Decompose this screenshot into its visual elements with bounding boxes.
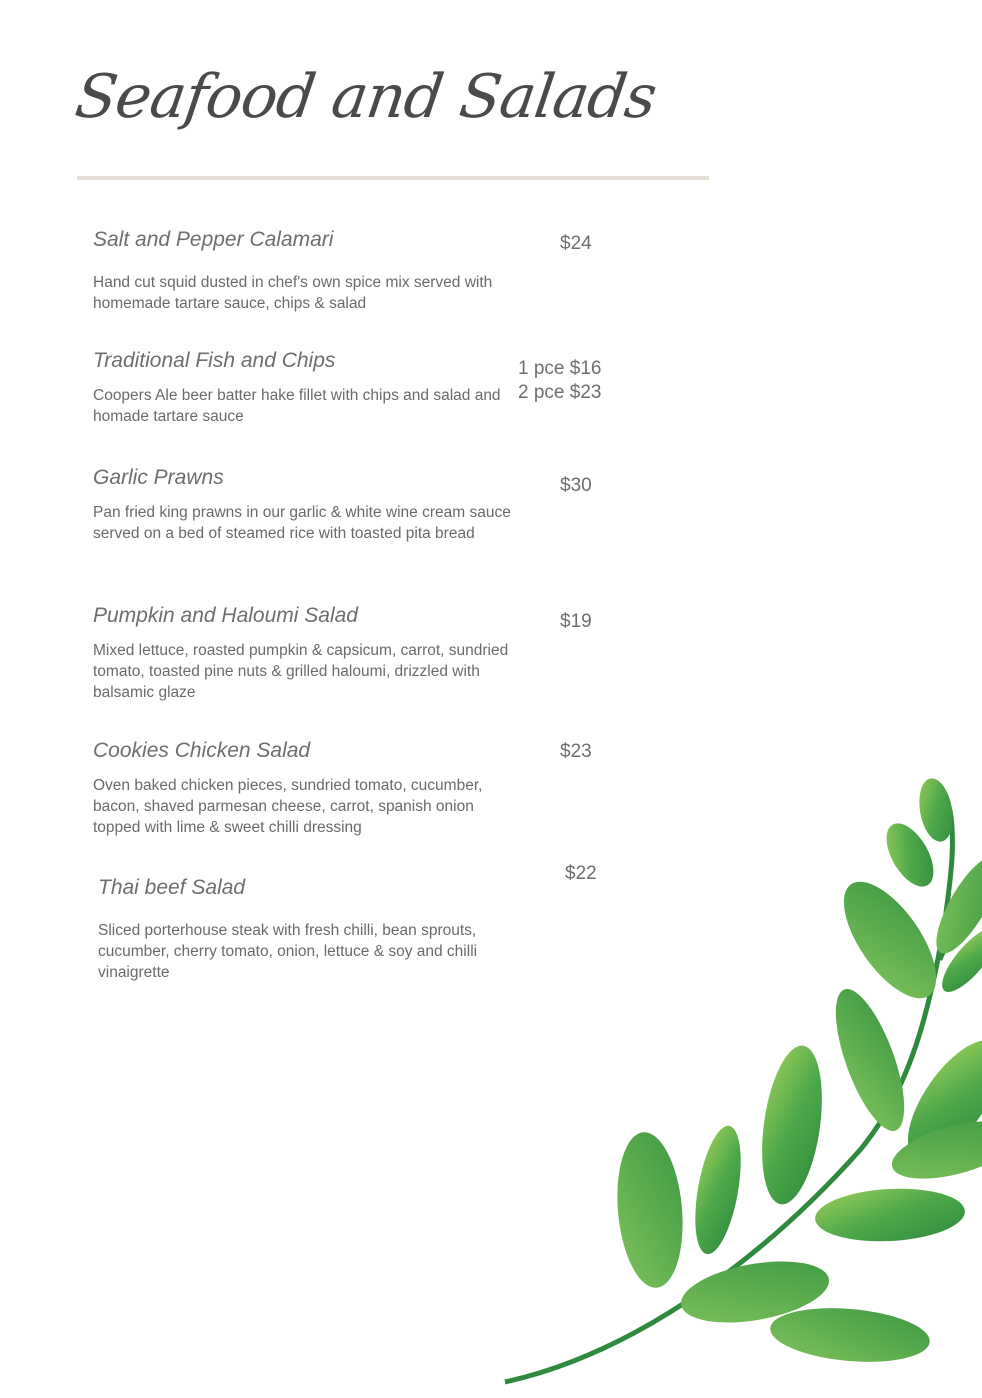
menu-item-garlic-prawns xyxy=(93,466,613,544)
item-name: Cookies Chicken Salad xyxy=(93,739,311,762)
leafy-branch-illustration xyxy=(500,770,982,1398)
item-name: Garlic Prawns xyxy=(93,466,224,489)
item-price: $30 xyxy=(560,475,592,496)
item-price: $19 xyxy=(560,611,592,632)
item-description: Pan fried king prawns in our garlic & white wine cream sauce served on a bed of steamed rice with toasted pita bread xyxy=(93,504,511,542)
item-name: Salt and Pepper Calamari xyxy=(93,228,334,251)
item-price: $23 xyxy=(560,741,592,762)
title-divider xyxy=(77,176,709,180)
item-description: Oven baked chicken pieces, sundried tomato, cucumber, bacon, shaved parmesan cheese, carrot, spanish onion topped with lime & sweet chilli dressing xyxy=(93,777,483,836)
menu-item-calamari xyxy=(93,228,613,314)
item-description: Hand cut squid dusted in chef's own spice mix served with homemade tartare sauce, chips & salad xyxy=(93,274,493,312)
item-price-2-piece: 2 pce $23 xyxy=(518,382,602,403)
item-name: Thai beef Salad xyxy=(98,876,246,899)
item-price: $22 xyxy=(565,863,597,884)
item-description: Mixed lettuce, roasted pumpkin & capsicum, carrot, sundried tomato, toasted pine nuts & grilled haloumi, drizzled with balsamic glaze xyxy=(93,642,509,701)
item-name: Pumpkin and Haloumi Salad xyxy=(93,604,358,627)
item-description: Sliced porterhouse steak with fresh chilli, bean sprouts, cucumber, cherry tomato, onion, lettuce & soy and chilli vinaigrette xyxy=(98,922,478,981)
item-price: $24 xyxy=(560,233,592,254)
page-title: Seafood and Salads xyxy=(71,62,661,132)
item-price-1-piece: 1 pce $16 xyxy=(518,358,602,379)
item-description: Coopers Ale beer batter hake fillet with chips and salad and homade tartare sauce xyxy=(93,387,501,425)
item-name: Traditional Fish and Chips xyxy=(93,349,336,372)
menu-item-pumpkin-haloumi-salad xyxy=(93,604,613,703)
